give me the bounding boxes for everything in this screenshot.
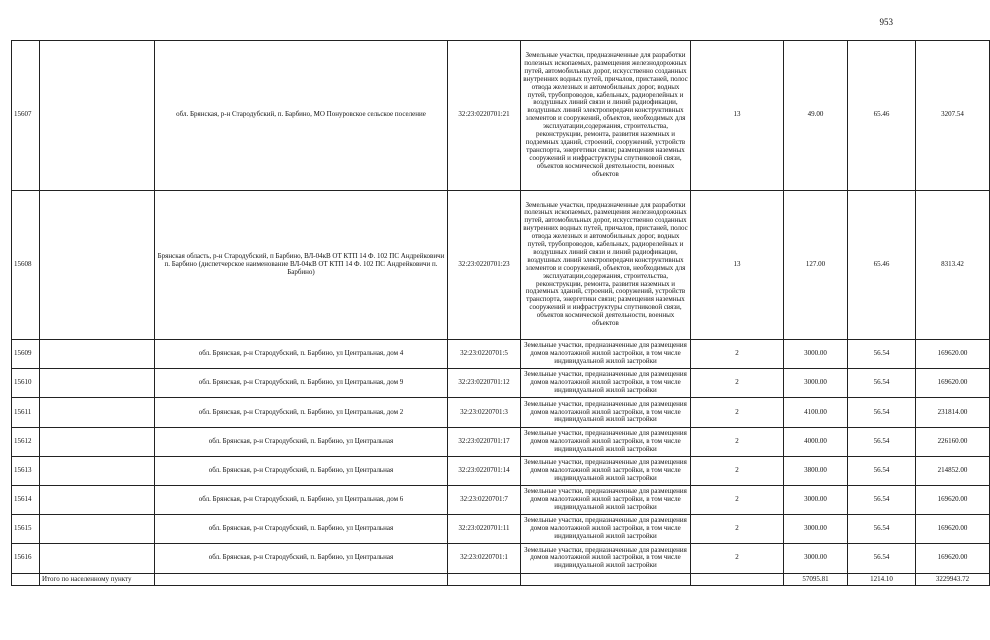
group-cell: 2 [691, 398, 784, 427]
address-cell: обл. Брянская, р-н Стародубский, п. Барбино, МО Понуровское сельское поселение [155, 41, 448, 191]
empty-cell [40, 485, 155, 514]
group-cell: 2 [691, 515, 784, 544]
group-cell: 2 [691, 485, 784, 514]
area-cell: 4000.00 [784, 427, 848, 456]
cadastral-number-cell: 32:23:0220701:7 [448, 485, 521, 514]
cadastral-number-cell: 32:23:0220701:17 [448, 427, 521, 456]
row-number-cell: 15613 [12, 456, 40, 485]
cadastral-value-table [11, 40, 990, 586]
area-cell: 3000.00 [784, 515, 848, 544]
value-cell: 169620.00 [916, 544, 990, 573]
value-cell: 169620.00 [916, 369, 990, 398]
row-number-cell: 15614 [12, 485, 40, 514]
rate-cell: 56.54 [848, 340, 916, 369]
total-label-cell: Итого по населенному пункту [40, 573, 155, 585]
empty-cell [40, 340, 155, 369]
group-cell: 13 [691, 41, 784, 191]
empty-cell [40, 427, 155, 456]
land-use-cell: Земельные участки, предназначенные для размещения домов малоэтажной жилой застройки, в том числе индивидуальной жилой застройки [521, 544, 691, 573]
group-cell: 2 [691, 369, 784, 398]
empty-cell [40, 456, 155, 485]
rate-cell: 65.46 [848, 190, 916, 340]
address-cell: обл. Брянская, р-н Стародубский, п. Барбино, ул Центральная [155, 544, 448, 573]
row-number-cell: 15616 [12, 544, 40, 573]
rate-cell: 56.54 [848, 456, 916, 485]
table-row [12, 340, 990, 369]
empty-cell [12, 573, 40, 585]
area-cell: 127.00 [784, 190, 848, 340]
table-row [12, 190, 990, 340]
rate-cell: 56.54 [848, 485, 916, 514]
area-cell: 3000.00 [784, 485, 848, 514]
land-use-cell: Земельные участки, предназначенные для размещения домов малоэтажной жилой застройки, в том числе индивидуальной жилой застройки [521, 369, 691, 398]
row-number-cell: 15615 [12, 515, 40, 544]
rate-cell: 56.54 [848, 369, 916, 398]
address-cell: обл. Брянская, р-н Стародубский, п. Барбино, ул Центральная [155, 515, 448, 544]
rate-cell: 56.54 [848, 398, 916, 427]
total-row [12, 573, 990, 585]
group-cell: 2 [691, 340, 784, 369]
table-row [12, 544, 990, 573]
address-cell: обл. Брянская, р-н Стародубский, п. Барбино, ул Центральная [155, 456, 448, 485]
row-number-cell: 15608 [12, 190, 40, 340]
value-cell: 226160.00 [916, 427, 990, 456]
row-number-cell: 15611 [12, 398, 40, 427]
value-cell: 8313.42 [916, 190, 990, 340]
value-cell: 169620.00 [916, 340, 990, 369]
land-use-cell: Земельные участки, предназначенные для размещения домов малоэтажной жилой застройки, в том числе индивидуальной жилой застройки [521, 398, 691, 427]
table-row [12, 369, 990, 398]
rate-cell: 65.46 [848, 41, 916, 191]
address-cell: Брянская область, р-н Стародубский, п Барбино, ВЛ-04кВ ОТ КТП 14 Ф. 102 ПС Андрейковичи п. Барбино (диспетчерское наименование ВЛ-04кВ ОТ КТП 14 Ф. 102 ПС Андрейковичи п. Барбино) [155, 190, 448, 340]
land-use-cell: Земельные участки, предназначенные для размещения домов малоэтажной жилой застройки, в том числе индивидуальной жилой застройки [521, 515, 691, 544]
area-cell: 3000.00 [784, 544, 848, 573]
cadastral-number-cell: 32:23:0220701:14 [448, 456, 521, 485]
address-cell: обл. Брянская, р-н Стародубский, п. Барбино, ул Центральная, дом 9 [155, 369, 448, 398]
total-rate-cell: 1214.10 [848, 573, 916, 585]
cadastral-number-cell: 32:23:0220701:12 [448, 369, 521, 398]
area-cell: 3000.00 [784, 340, 848, 369]
empty-cell [691, 573, 784, 585]
total-value-cell: 3229943.72 [916, 573, 990, 585]
group-cell: 2 [691, 427, 784, 456]
row-number-cell: 15607 [12, 41, 40, 191]
value-cell: 3207.54 [916, 41, 990, 191]
address-cell: обл. Брянская, р-н Стародубский, п. Барбино, ул Центральная, дом 4 [155, 340, 448, 369]
table-row [12, 427, 990, 456]
table-row [12, 456, 990, 485]
table-row [12, 398, 990, 427]
empty-cell [40, 369, 155, 398]
land-use-cell: Земельные участки, предназначенные для размещения домов малоэтажной жилой застройки, в том числе индивидуальной жилой застройки [521, 340, 691, 369]
land-use-cell: Земельные участки, предназначенные для размещения домов малоэтажной жилой застройки, в том числе индивидуальной жилой застройки [521, 485, 691, 514]
land-use-cell: Земельные участки, предназначенные для размещения домов малоэтажной жилой застройки, в том числе индивидуальной жилой застройки [521, 456, 691, 485]
cadastral-number-cell: 32:23:0220701:21 [448, 41, 521, 191]
rate-cell: 56.54 [848, 427, 916, 456]
table-row [12, 41, 990, 191]
empty-cell [40, 190, 155, 340]
row-number-cell: 15610 [12, 369, 40, 398]
table-body [12, 41, 990, 586]
total-area-cell: 57095.81 [784, 573, 848, 585]
cadastral-number-cell: 32:23:0220701:23 [448, 190, 521, 340]
value-cell: 169620.00 [916, 485, 990, 514]
land-use-cell: Земельные участки, предназначенные для размещения домов малоэтажной жилой застройки, в том числе индивидуальной жилой застройки [521, 427, 691, 456]
area-cell: 49.00 [784, 41, 848, 191]
cadastral-number-cell: 32:23:0220701:3 [448, 398, 521, 427]
address-cell: обл. Брянская, р-н Стародубский, п. Барбино, ул Центральная, дом 2 [155, 398, 448, 427]
group-cell: 13 [691, 190, 784, 340]
table-row [12, 485, 990, 514]
page-number: 953 [879, 17, 893, 27]
empty-cell [40, 398, 155, 427]
empty-cell [155, 573, 448, 585]
address-cell: обл. Брянская, р-н Стародубский, п. Барбино, ул Центральная [155, 427, 448, 456]
empty-cell [40, 515, 155, 544]
empty-cell [448, 573, 521, 585]
area-cell: 3800.00 [784, 456, 848, 485]
value-cell: 231814.00 [916, 398, 990, 427]
empty-cell [521, 573, 691, 585]
empty-cell [40, 544, 155, 573]
area-cell: 4100.00 [784, 398, 848, 427]
area-cell: 3000.00 [784, 369, 848, 398]
rate-cell: 56.54 [848, 515, 916, 544]
cadastral-number-cell: 32:23:0220701:5 [448, 340, 521, 369]
cadastral-number-cell: 32:23:0220701:11 [448, 515, 521, 544]
row-number-cell: 15612 [12, 427, 40, 456]
empty-cell [40, 41, 155, 191]
rate-cell: 56.54 [848, 544, 916, 573]
address-cell: обл. Брянская, р-н Стародубский, п. Барбино, ул Центральная, дом 6 [155, 485, 448, 514]
land-use-cell: Земельные участки, предназначенные для разработки полезных ископаемых, размещения железнодорожных путей, автомобильных дорог, искусственно созданных внутренних водных путей, причалов, пристаней, полос отвода железных и автомобильных дорог, водных путей, трубопроводов, кабельных, радиорелейных и воздушных линий связи и линий радиофикации, воздушных линий электропередачи конструктивных элементов и сооружений, объектов, необходимых для эксплуатации,содержания, строительства, реконструкции, ремонта, развития наземных и подземных зданий, строений, сооружений, устройств транспорта, энергетики связи; размещения наземных сооружений и инфраструктуры спутниковой связи, объектов космической деятельности, военных объектов [521, 41, 691, 191]
table-row [12, 515, 990, 544]
cadastral-number-cell: 32:23:0220701:1 [448, 544, 521, 573]
row-number-cell: 15609 [12, 340, 40, 369]
land-use-cell: Земельные участки, предназначенные для разработки полезных ископаемых, размещения железнодорожных путей, автомобильных дорог, искусственно созданных внутренних водных путей, причалов, пристаней, полос отвода железных и автомобильных дорог, водных путей, трубопроводов, кабельных, радиорелейных и воздушных линий связи и линий радиофикации, воздушных линий электропередачи конструктивных элементов и сооружений, объектов, необходимых для эксплуатации,содержания, строительства, реконструкции, ремонта, развития наземных и подземных зданий, строений, сооружений, устройств транспорта, энергетики связи; размещения наземных сооружений и инфраструктуры спутниковой связи, объектов космической деятельности, военных объектов [521, 190, 691, 340]
value-cell: 169620.00 [916, 515, 990, 544]
group-cell: 2 [691, 544, 784, 573]
value-cell: 214852.00 [916, 456, 990, 485]
group-cell: 2 [691, 456, 784, 485]
